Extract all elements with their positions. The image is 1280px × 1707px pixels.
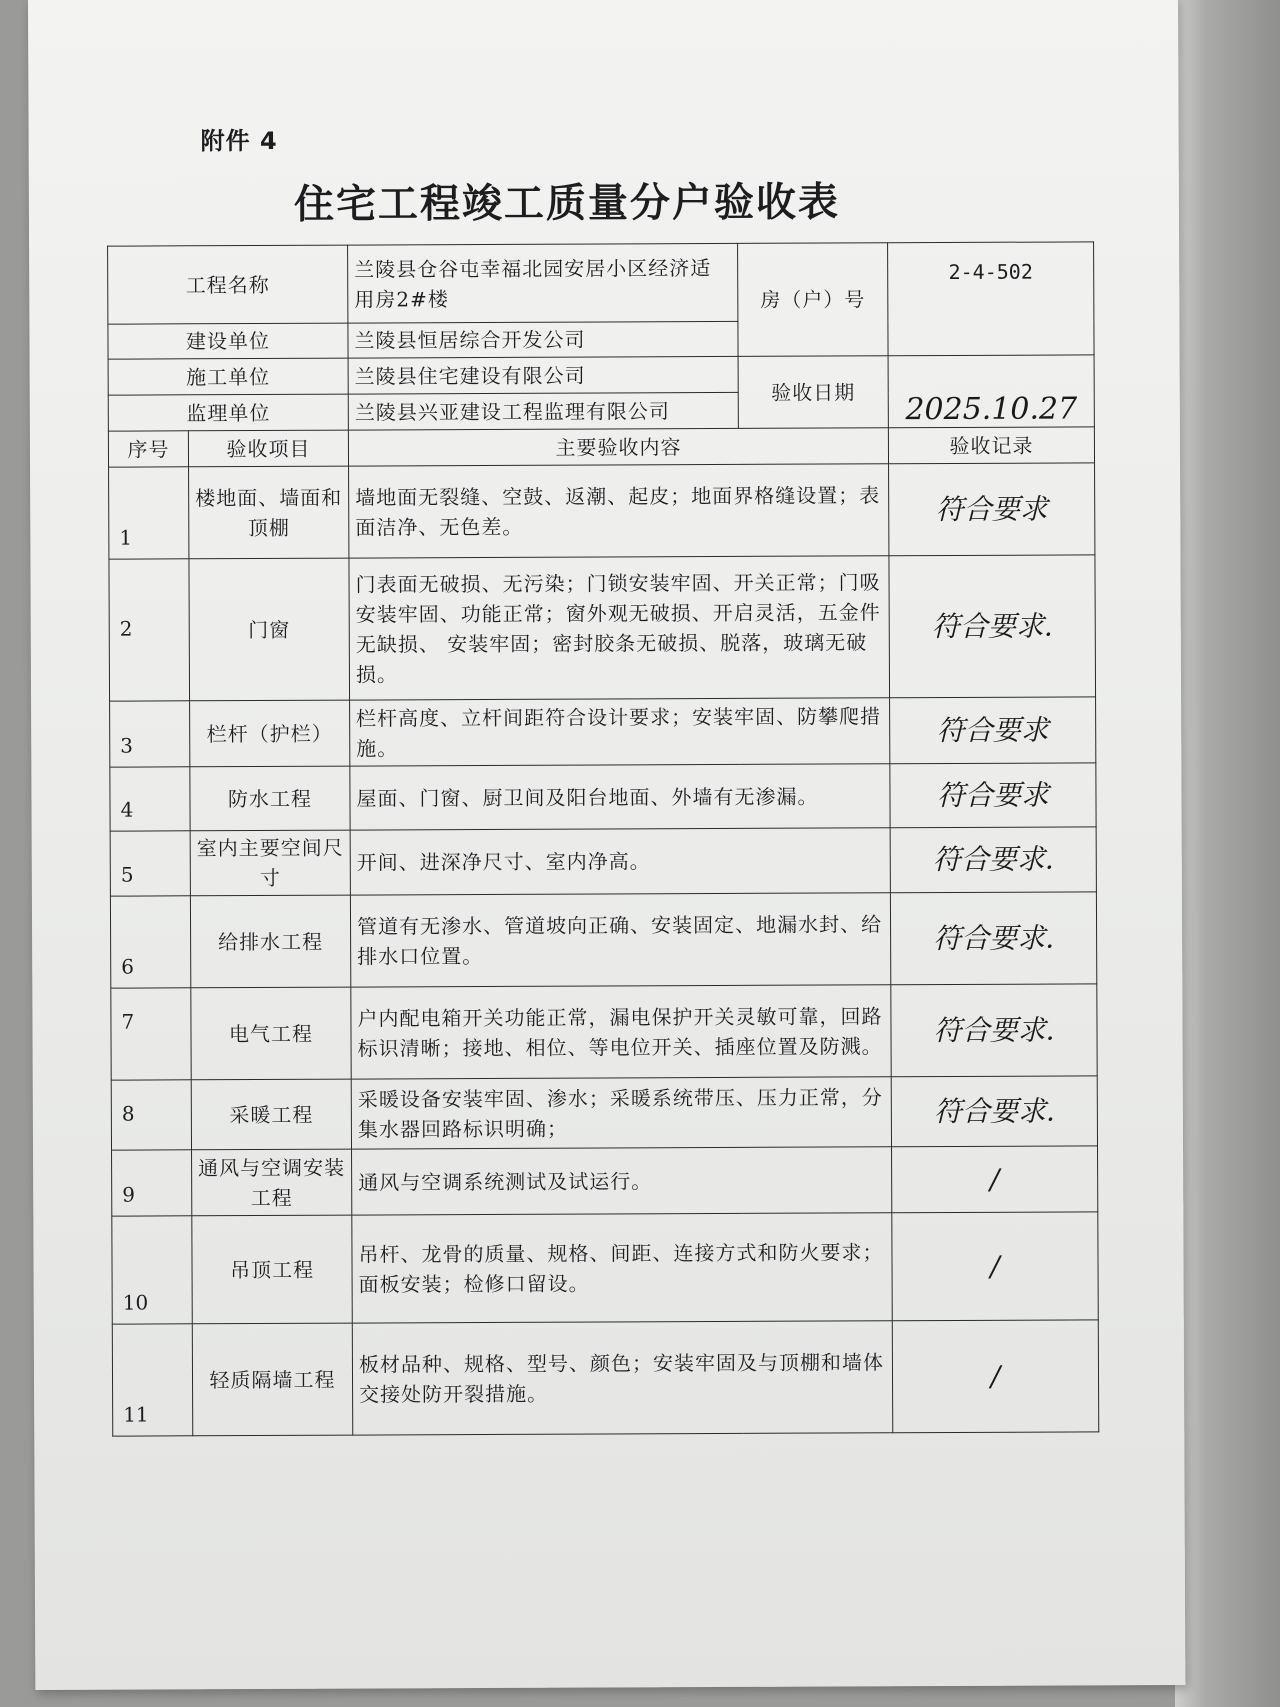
builder-value: 兰陵县恒居综合开发公司 [348, 321, 738, 358]
supervisor-value: 兰陵县兴亚建设工程监理有限公司 [348, 392, 738, 430]
row-no: 1 [109, 467, 189, 559]
table-row [110, 763, 1096, 831]
date-value-handwritten: 2025.10.27 [888, 355, 1094, 428]
row-record-handwritten: / [892, 1212, 1098, 1321]
row-record-handwritten: 符合要求. [889, 555, 1096, 698]
row-no: 9 [112, 1150, 192, 1216]
row-content: 栏杆高度、立杆间距符合设计要求；安装牢固、防攀爬措施。 [350, 698, 890, 766]
row-content: 墙地面无裂缝、空鼓、返潮、起皮；地面界格缝设置；表面洁净、无色差。 [349, 464, 889, 558]
row-item: 栏杆（护栏） [190, 700, 350, 767]
row-content: 采暖设备安装牢固、渗水；采暖系统带压、压力正常，分集水器回路标识明确； [351, 1077, 891, 1149]
row-content: 通风与空调系统测试及试运行。 [352, 1147, 892, 1215]
row-item: 防水工程 [190, 766, 350, 831]
row-record-handwritten: 符合要求. [890, 827, 1096, 893]
row-content: 户内配电箱开关功能正常，漏电保护开关灵敏可靠，回路标识清晰；接地、相位、等电位开关、插座位置及防溅。 [351, 985, 891, 1079]
col-header-content: 主要验收内容 [348, 428, 888, 466]
row-content: 管道有无渗水、管道坡向正确、安装固定、地漏水封、给排水口位置。 [350, 893, 890, 987]
row-content: 板材品种、规格、型号、颜色；安装牢固及与顶棚和墙体交接处防开裂措施。 [352, 1321, 892, 1435]
table-row [112, 1320, 1098, 1436]
row-item: 采暖工程 [191, 1079, 351, 1150]
row-record-handwritten: 符合要求. [891, 984, 1097, 1077]
row-content: 门表面无破损、无污染；门锁安装牢固、开关正常；门吸安装牢固、功能正常；窗外观无破损、开启灵活，五金件无缺损、 安装牢固；密封胶条无破损、脱落，玻璃无破损。 [349, 556, 890, 700]
row-no: 5 [110, 831, 190, 896]
row-content: 吊杆、龙骨的质量、规格、间距、连接方式和防火要求；面板安装；检修口留设。 [352, 1213, 892, 1323]
row-record-handwritten: 符合要求. [890, 892, 1096, 985]
row-content: 屋面、门窗、厨卫间及阳台地面、外墙有无渗漏。 [350, 764, 890, 830]
attachment-label: 附件 4 [200, 126, 278, 156]
table-row [111, 1076, 1097, 1150]
row-record-handwritten: / [892, 1146, 1098, 1213]
row-no: 2 [109, 559, 190, 701]
info-row-project [108, 242, 1094, 324]
table-row [109, 463, 1095, 559]
row-item: 给排水工程 [190, 895, 350, 988]
row-no: 10 [112, 1216, 192, 1324]
row-item: 室内主要空间尺寸 [190, 830, 350, 896]
row-item: 楼地面、墙面和顶棚 [189, 466, 349, 559]
row-no: 3 [110, 701, 190, 767]
row-no: 6 [110, 896, 190, 988]
row-record-handwritten: 符合要求 [890, 697, 1096, 764]
row-no: 7 [111, 988, 191, 1080]
table-row [110, 827, 1096, 896]
row-no: 8 [111, 1080, 191, 1150]
row-record-handwritten: 符合要求. [891, 1076, 1097, 1147]
column-header-row [108, 427, 1094, 467]
table-row [111, 984, 1097, 1080]
row-item: 通风与空调安装工程 [192, 1149, 352, 1216]
row-item: 电气工程 [191, 987, 351, 1080]
row-item: 门窗 [189, 558, 350, 701]
col-header-no: 序号 [108, 431, 188, 467]
paper-sheet [28, 0, 1185, 1690]
table-row [112, 1212, 1098, 1324]
info-row-contractor [108, 355, 1094, 395]
project-name-label: 工程名称 [108, 245, 348, 324]
row-record-handwritten: 符合要求 [889, 463, 1095, 556]
table-row [110, 697, 1096, 767]
row-record-handwritten: 符合要求 [890, 763, 1096, 828]
row-no: 4 [110, 767, 190, 831]
row-item: 轻质隔墙工程 [192, 1323, 352, 1436]
row-no: 11 [112, 1324, 192, 1436]
table-row [109, 555, 1096, 701]
room-no-label: 房（户）号 [738, 243, 888, 357]
row-record-handwritten: / [892, 1320, 1098, 1433]
supervisor-label: 监理单位 [108, 394, 348, 431]
row-content: 开间、进深净尺寸、室内净高。 [350, 828, 890, 895]
page-edge-shadow [1175, 0, 1280, 1707]
col-header-record: 验收记录 [888, 427, 1094, 464]
contractor-value: 兰陵县住宅建设有限公司 [348, 356, 738, 394]
col-header-item: 验收项目 [188, 430, 348, 467]
row-item: 吊顶工程 [192, 1215, 352, 1324]
contractor-label: 施工单位 [108, 358, 348, 395]
builder-label: 建设单位 [108, 323, 348, 359]
date-label: 验收日期 [738, 356, 888, 429]
project-name-value: 兰陵县仓谷屯幸福北园安居小区经济适用房2#楼 [348, 243, 738, 323]
acceptance-table [107, 241, 1099, 1436]
document-title: 住宅工程竣工质量分户验收表 [293, 179, 840, 228]
room-no-value: 2-4-502 [888, 242, 1094, 356]
table-row [112, 1146, 1098, 1216]
table-row [110, 892, 1096, 988]
